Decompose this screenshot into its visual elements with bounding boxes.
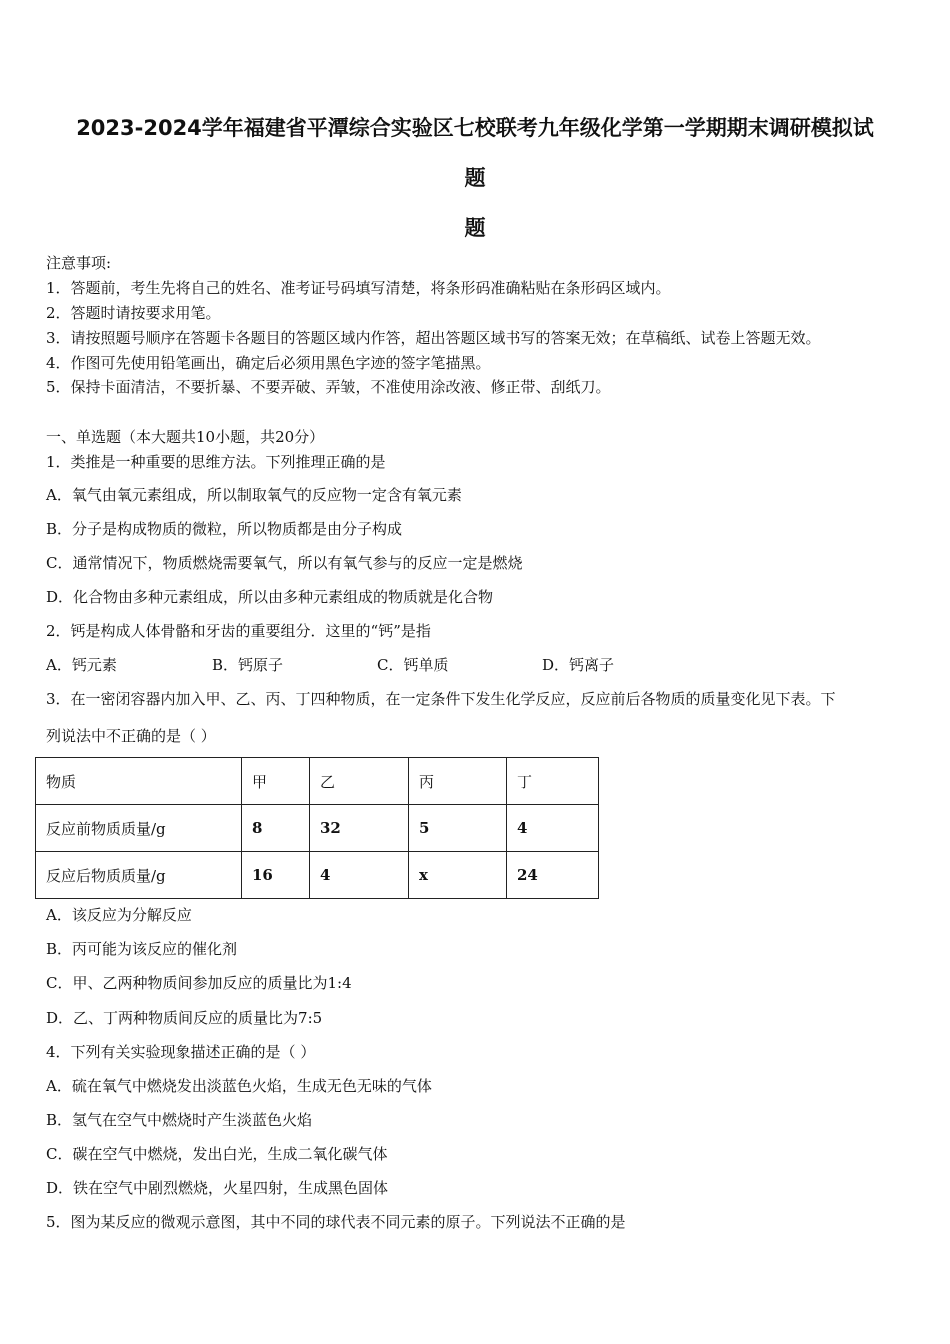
table-header-cell: 乙 <box>310 758 409 805</box>
table-header-row <box>36 758 599 805</box>
question-3-option-a: A．该反应为分解反应 <box>46 906 192 924</box>
table-cell: 8 <box>242 805 310 852</box>
question-2-option-d: D．钙离子 <box>542 656 615 674</box>
exam-title-line3: 题 <box>464 216 486 240</box>
table-cell: 4 <box>310 852 409 899</box>
question-3-stem-line1: 3．在一密闭容器内加入甲、乙、丙、丁四种物质，在一定条件下发生化学反应，反应前后各物质的质量变化见下表。下 <box>46 690 836 708</box>
notice-item: 2．答题时请按要求用笔。 <box>46 304 221 322</box>
question-2-stem: 2．钙是构成人体骨骼和牙齿的重要组分．这里的“钙”是指 <box>46 622 431 640</box>
question-2-option-c: C．钙单质 <box>377 656 449 674</box>
table-cell: 反应后物质质量/g <box>36 852 242 899</box>
table-header-cell: 丁 <box>507 758 599 805</box>
question-4-option-b: B．氢气在空气中燃烧时产生淡蓝色火焰 <box>46 1111 313 1129</box>
exam-title-line1: 2023-2024学年福建省平潭综合实验区七校联考九年级化学第一学期期末调研模拟试 <box>76 116 874 140</box>
table-header-cell: 物质 <box>36 758 242 805</box>
notice-item: 4．作图可先使用铅笔画出，确定后必须用黑色字迹的签字笔描黑。 <box>46 354 491 372</box>
question-4-stem: 4．下列有关实验现象描述正确的是（ ） <box>46 1043 316 1061</box>
table-cell: 24 <box>507 852 599 899</box>
table-row <box>36 805 599 852</box>
question-3-option-c: C．甲、乙两种物质间参加反应的质量比为1:4 <box>46 974 352 992</box>
table-cell: 32 <box>310 805 409 852</box>
table-header-cell: 丙 <box>409 758 507 805</box>
question-3-option-d: D．乙、丁两种物质间反应的质量比为7:5 <box>46 1009 323 1027</box>
question-4-option-a: A．硫在氧气中燃烧发出淡蓝色火焰，生成无色无味的气体 <box>46 1077 432 1095</box>
mass-change-table <box>35 757 599 899</box>
notice-heading: 注意事项: <box>46 254 112 272</box>
question-4-option-d: D．铁在空气中剧烈燃烧，火星四射，生成黑色固体 <box>46 1179 389 1197</box>
question-1-option-a: A．氧气由氧元素组成，所以制取氧气的反应物一定含有氧元素 <box>46 486 462 504</box>
table-cell: 反应前物质质量/g <box>36 805 242 852</box>
question-3-stem-line2: 列说法中不正确的是（ ） <box>46 727 216 745</box>
question-1-stem: 1．类推是一种重要的思维方法。下列推理正确的是 <box>46 453 386 471</box>
table-row <box>36 852 599 899</box>
question-4-option-c: C．碳在空气中燃烧，发出白光，生成二氧化碳气体 <box>46 1145 388 1163</box>
table-header-cell: 甲 <box>242 758 310 805</box>
question-5-stem: 5．图为某反应的微观示意图，其中不同的球代表不同元素的原子。下列说法不正确的是 <box>46 1213 626 1231</box>
exam-title-line2: 题 <box>464 166 486 190</box>
table-cell: 5 <box>409 805 507 852</box>
table-cell: 4 <box>507 805 599 852</box>
question-1-option-d: D．化合物由多种元素组成，所以由多种元素组成的物质就是化合物 <box>46 588 494 606</box>
question-2-option-a: A．钙元素 <box>46 656 117 674</box>
question-1-option-c: C．通常情况下，物质燃烧需要氧气，所以有氧气参与的反应一定是燃烧 <box>46 554 523 572</box>
notice-item: 3．请按照题号顺序在答题卡各题目的答题区域内作答，超出答题区域书写的答案无效；在草稿纸、试卷上答题无效。 <box>46 329 821 347</box>
question-1-option-b: B．分子是构成物质的微粒，所以物质都是由分子构成 <box>46 520 403 538</box>
question-2-option-b: B．钙原子 <box>212 656 284 674</box>
table-cell: x <box>409 852 507 899</box>
notice-item: 5．保持卡面清洁，不要折暴、不要弄破、弄皱，不准使用涂改液、修正带、刮纸刀。 <box>46 378 611 396</box>
table-cell: 16 <box>242 852 310 899</box>
notice-item: 1．答题前，考生先将自己的姓名、准考证号码填写清楚，将条形码准确粘贴在条形码区域内。 <box>46 279 671 297</box>
question-3-option-b: B．丙可能为该反应的催化剂 <box>46 940 238 958</box>
section-heading: 一、单选题（本大题共10小题，共20分） <box>46 428 325 446</box>
